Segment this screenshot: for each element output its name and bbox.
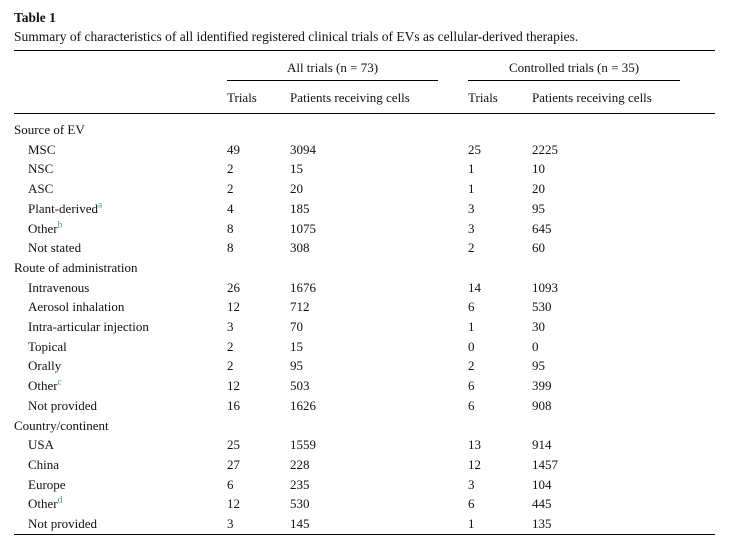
- value-cell: 2: [227, 181, 234, 197]
- col-header-all-patients: Patients receiving cells: [290, 81, 468, 114]
- table-row: [14, 455, 715, 475]
- value-cell: 228: [290, 456, 310, 472]
- section-header-label: Country/continent: [14, 417, 109, 433]
- section-row: [14, 258, 715, 278]
- table-row: [14, 317, 715, 337]
- col-header-controlled-patients: Patients receiving cells: [532, 81, 715, 114]
- value-cell: 104: [532, 476, 552, 492]
- value-cell: 4: [227, 200, 234, 216]
- footnote-marker: a: [98, 200, 103, 211]
- table-body: [14, 114, 715, 535]
- value-cell: 530: [532, 299, 552, 315]
- group-controlled-trials: [468, 51, 715, 81]
- value-cell: 6: [227, 476, 234, 492]
- row-label: Orally: [28, 358, 62, 374]
- table-row: [14, 199, 715, 219]
- empty-corner-cell: [14, 51, 227, 81]
- row-label: Plant-derived$^a$: [28, 200, 103, 216]
- row-label: Not provided: [28, 397, 97, 413]
- value-cell: 3094: [290, 141, 316, 157]
- row-label: Aerosol inhalation: [28, 299, 125, 315]
- group-controlled-trials-label: Controlled trials (n = 35): [468, 60, 680, 81]
- value-cell: 1457: [532, 456, 558, 472]
- value-cell: 12: [227, 496, 240, 512]
- value-cell: 503: [290, 378, 310, 394]
- value-cell: 1559: [290, 437, 316, 453]
- table-row: [14, 356, 715, 376]
- value-cell: 530: [290, 496, 310, 512]
- value-cell: 15: [290, 161, 303, 177]
- footnote-marker: b: [57, 220, 63, 231]
- table-row: [14, 337, 715, 357]
- value-cell: 2225: [532, 141, 558, 157]
- value-cell: 6: [468, 299, 475, 315]
- value-cell: 1093: [532, 279, 558, 295]
- value-cell: 1: [468, 181, 475, 197]
- value-cell: 15: [290, 338, 303, 354]
- value-cell: 712: [290, 299, 310, 315]
- value-cell: 6: [468, 378, 475, 394]
- table-row: [14, 140, 715, 160]
- footnote-marker: d: [57, 496, 63, 507]
- value-cell: 1676: [290, 279, 316, 295]
- value-cell: 235: [290, 476, 310, 492]
- group-all-trials: [227, 51, 468, 81]
- value-cell: 645: [532, 220, 552, 236]
- value-cell: 2: [227, 358, 234, 374]
- value-cell: 145: [290, 516, 310, 532]
- value-cell: 2: [468, 240, 475, 256]
- value-cell: 6: [468, 496, 475, 512]
- section-header-label: Route of administration: [14, 259, 138, 275]
- clinical-trials-table: [14, 50, 715, 535]
- value-cell: 445: [532, 496, 552, 512]
- value-cell: 95: [532, 358, 545, 374]
- value-cell: 30: [532, 319, 545, 335]
- value-cell: 95: [290, 358, 303, 374]
- table-row: [14, 238, 715, 258]
- row-label: Not stated: [28, 240, 82, 256]
- value-cell: 26: [227, 279, 240, 295]
- row-label: Topical: [28, 338, 67, 354]
- value-cell: 1: [468, 161, 475, 177]
- value-cell: 70: [290, 319, 303, 335]
- value-cell: 20: [290, 181, 303, 197]
- value-cell: 2: [227, 161, 234, 177]
- row-label: Intra-articular injection: [28, 319, 149, 335]
- value-cell: 27: [227, 456, 240, 472]
- value-cell: 3: [468, 200, 475, 216]
- column-group-row: [14, 51, 715, 81]
- value-cell: 25: [468, 141, 481, 157]
- row-label: Other$^b$: [28, 220, 63, 236]
- table-row: [14, 514, 715, 534]
- value-cell: 1: [468, 516, 475, 532]
- row-label: China: [28, 456, 60, 472]
- value-cell: 8: [227, 240, 234, 256]
- table-row: [14, 494, 715, 514]
- table-row: [14, 278, 715, 298]
- footnote-marker: c: [57, 377, 62, 388]
- value-cell: 6: [468, 397, 475, 413]
- value-cell: 3: [227, 319, 234, 335]
- table-number-label: Table 1: [14, 10, 56, 25]
- row-label: NSC: [28, 161, 54, 177]
- value-cell: 8: [227, 220, 234, 236]
- value-cell: 0: [468, 338, 475, 354]
- table-row: [14, 159, 715, 179]
- table-row: [14, 179, 715, 199]
- table-row: [14, 435, 715, 455]
- value-cell: 1075: [290, 220, 316, 236]
- row-label: Intravenous: [28, 279, 90, 295]
- table-row: [14, 376, 715, 396]
- value-cell: 0: [532, 338, 539, 354]
- value-cell: 16: [227, 397, 240, 413]
- value-cell: 2: [468, 358, 475, 374]
- value-cell: 3: [468, 476, 475, 492]
- row-label: Other$^c$: [28, 377, 62, 394]
- table-header: [14, 51, 715, 114]
- value-cell: 135: [532, 516, 552, 532]
- row-label: ASC: [28, 181, 54, 197]
- value-cell: 13: [468, 437, 481, 453]
- value-cell: 308: [290, 240, 310, 256]
- row-label: MSC: [28, 141, 56, 157]
- row-label: Not provided: [28, 516, 97, 532]
- value-cell: 95: [532, 200, 545, 216]
- value-cell: 1626: [290, 397, 316, 413]
- col-header-all-trials: Trials: [227, 81, 290, 114]
- value-cell: 49: [227, 141, 240, 157]
- value-cell: 3: [468, 220, 475, 236]
- value-cell: 185: [290, 200, 310, 216]
- value-cell: 908: [532, 397, 552, 413]
- value-cell: 2: [227, 338, 234, 354]
- value-cell: 10: [532, 161, 545, 177]
- value-cell: 3: [227, 516, 234, 532]
- table-row: [14, 219, 715, 239]
- value-cell: 12: [468, 456, 481, 472]
- group-all-trials-label: All trials (n = 73): [227, 60, 438, 81]
- value-cell: 12: [227, 299, 240, 315]
- col-header-controlled-trials: Trials: [468, 81, 532, 114]
- table-caption: Summary of characteristics of all identified registered clinical trials of EVs as cellular-derived therapies.: [14, 29, 579, 44]
- value-cell: 14: [468, 279, 481, 295]
- value-cell: 914: [532, 437, 552, 453]
- table-row: [14, 475, 715, 495]
- table-row: [14, 396, 715, 416]
- value-cell: 1: [468, 319, 475, 335]
- table-row: [14, 297, 715, 317]
- row-label: USA: [28, 437, 55, 453]
- table-title-block: [14, 9, 715, 47]
- value-cell: 399: [532, 378, 552, 394]
- row-label: Other$^d$: [28, 496, 63, 512]
- section-row: [14, 114, 715, 140]
- row-label: Europe: [28, 476, 66, 492]
- value-cell: 25: [227, 437, 240, 453]
- empty-corner-cell: [14, 81, 227, 114]
- value-cell: 20: [532, 181, 545, 197]
- section-header-label: Source of EV: [14, 122, 85, 137]
- value-cell: 12: [227, 378, 240, 394]
- value-cell: 60: [532, 240, 545, 256]
- sub-column-header-row: [14, 81, 715, 114]
- section-row: [14, 416, 715, 436]
